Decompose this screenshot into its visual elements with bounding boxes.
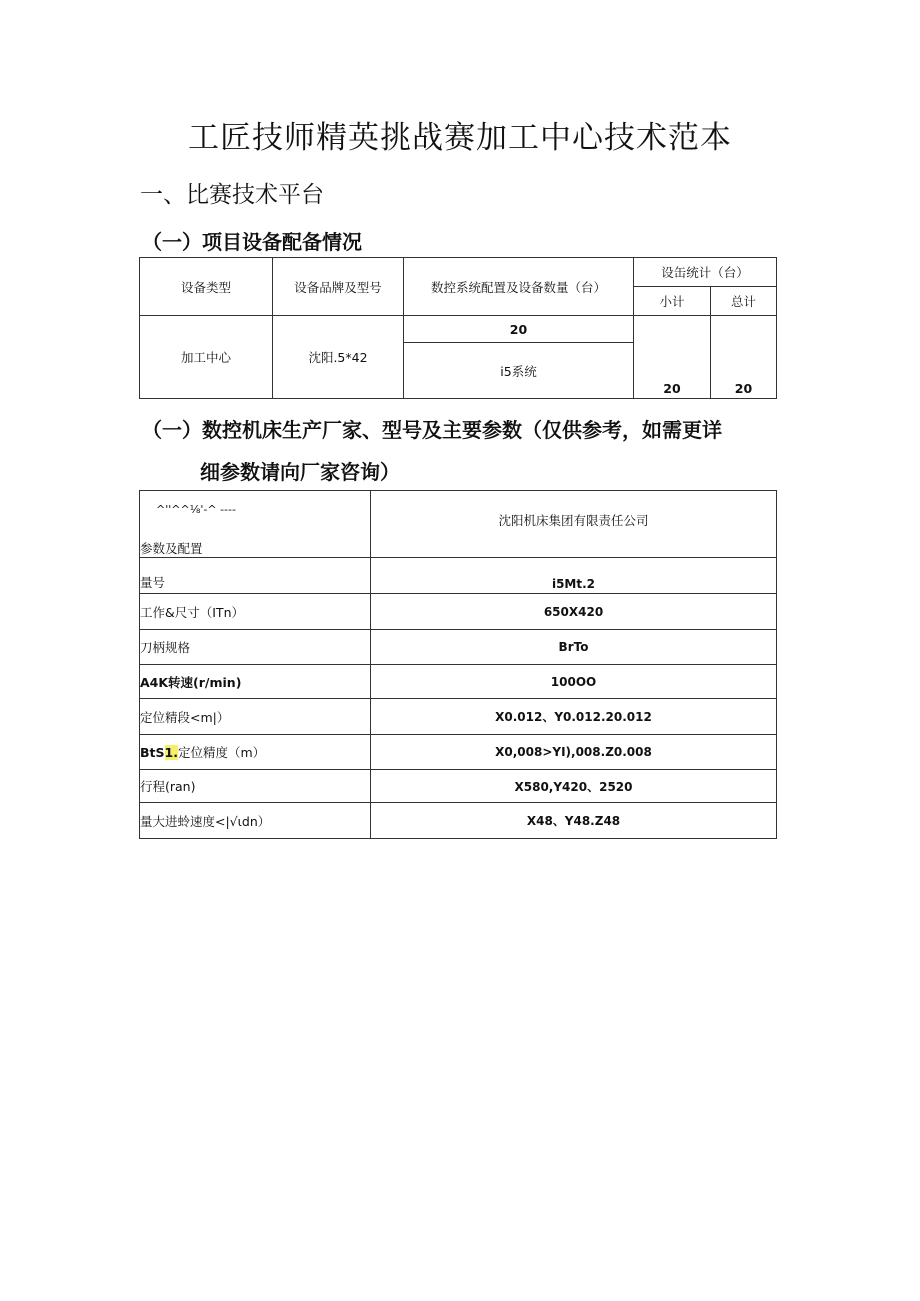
cell-subtotal: 20 bbox=[634, 316, 711, 399]
table-row bbox=[140, 630, 777, 665]
header-garbled-text: ^''^^⅛'-^ ---- bbox=[156, 503, 236, 516]
header-params bbox=[140, 491, 371, 558]
header-total: 总计 bbox=[711, 287, 777, 316]
subsection-heading-manufacturer: （一）数控机床生产厂家、型号及主要参数（仅供参考，如需更详 bbox=[142, 418, 722, 442]
header-params-label: 参数及配置 bbox=[140, 541, 203, 556]
cell-brand-model: 沈阳.5*42 bbox=[273, 316, 404, 399]
subsection-heading-manufacturer-cont: 细参数请向厂家咨询） bbox=[200, 460, 400, 484]
param-label: 工作&尺寸（ITn） bbox=[140, 594, 371, 630]
param-label: 定位精段<m|） bbox=[140, 699, 371, 735]
param-label: A4K转速(r/min) bbox=[140, 665, 371, 699]
cell-cnc-count: 20 bbox=[404, 316, 634, 343]
header-equipment-type: 设备类型 bbox=[140, 258, 273, 316]
subsection-heading-equipment: （一）项目设备配备情况 bbox=[142, 230, 362, 254]
param-label: 刀柄规格 bbox=[140, 630, 371, 665]
header-brand-model: 设备品牌及型号 bbox=[273, 258, 404, 316]
param-value: 650X420 bbox=[371, 594, 777, 630]
table-row bbox=[140, 665, 777, 699]
param-label: 量号 bbox=[140, 558, 371, 594]
param-value: BrTo bbox=[371, 630, 777, 665]
table-row bbox=[140, 594, 777, 630]
table-row bbox=[140, 699, 777, 735]
table-row bbox=[140, 735, 777, 770]
param-label: 量大进蛉速度<|√ιdn） bbox=[140, 803, 371, 839]
param-label: 定位精度（m） bbox=[177, 745, 266, 760]
cell-total: 20 bbox=[711, 316, 777, 399]
param-value: X0,008>YI),008.Z0.008 bbox=[371, 735, 777, 770]
cell-equipment-type: 加工中心 bbox=[140, 316, 273, 399]
section-heading-platform: 一、比赛技术平台 bbox=[140, 182, 324, 208]
param-value: X580,Y420、2520 bbox=[371, 770, 777, 803]
table-row bbox=[140, 558, 777, 594]
document-title: 工匠技师精英挑战赛加工中心技术范本 bbox=[188, 120, 732, 156]
param-label: 行程(ran) bbox=[140, 770, 371, 803]
param-value: 100OO bbox=[371, 665, 777, 699]
cell-cnc-system: i5系统 bbox=[404, 343, 634, 399]
header-manufacturer: 沈阳机床集团有限责任公司 bbox=[371, 491, 777, 558]
param-value: X0.012、Y0.012.20.012 bbox=[371, 699, 777, 735]
table-row bbox=[140, 803, 777, 839]
header-cnc-config: 数控系统配置及设备数量（台） bbox=[404, 258, 634, 316]
equipment-table bbox=[139, 257, 777, 399]
header-stats: 设缶统计（台） bbox=[634, 258, 777, 287]
param-label-prefix: BtS bbox=[140, 745, 165, 760]
param-label-highlight: 1. bbox=[164, 745, 178, 760]
parameters-table bbox=[139, 490, 777, 839]
param-value: i5Mt.2 bbox=[371, 558, 777, 594]
header-subtotal: 小计 bbox=[634, 287, 711, 316]
table-row bbox=[140, 770, 777, 803]
param-value: X48、Y48.Z48 bbox=[371, 803, 777, 839]
param-label-cell bbox=[140, 735, 371, 770]
